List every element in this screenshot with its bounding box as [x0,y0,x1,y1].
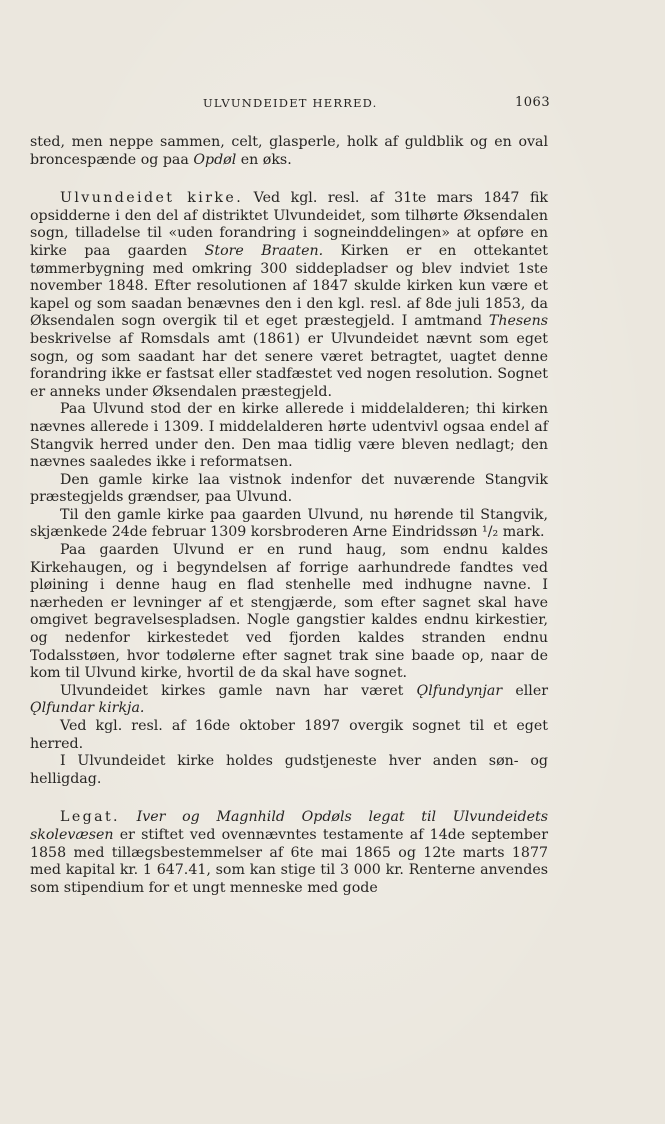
text-run: Til den gamle kirke paa gaarden Ulvund, nu hørende til Stangvik, skjænkede 24de februar 1309 korsbroderen Arne Eindridssøn [30,506,548,541]
section-heading-church: Ulvundeidet kirke. [60,190,244,207]
text-run: Ulvundeidet kirkes gamle navn har været [60,682,417,699]
text-run: sted, men neppe sammen, celt, glasperle, holk af guldblik og en oval broncespænde og paa [30,134,548,168]
paragraph-finds [30,134,548,169]
text-run: er stiftet ved ovennævntes testamente af 14de september 1858 med tillægsbestemmelser af 6te mai 1865 og 12te marts 1877 med kapital kr. 1 647.41, som kan stige til 3 000 kr. Renterne anvendes som stipendium for et ungt menneske med gode [30,826,548,896]
text-run: en øks. [236,151,292,168]
running-title: ULVUNDEIDET HERRED. [203,96,378,110]
paragraph-services: I Ulvundeidet kirke holdes gudstjeneste hver anden søn- og helligdag. [30,753,548,787]
paragraph-old-name [30,683,548,718]
running-head [0,96,665,112]
paragraph-church [30,190,548,401]
paragraph-old-church: Den gamle kirke laa vistnok indenfor det nuværende Stangvik præstegjelds grændser, paa Ulvund. [30,471,548,506]
fraction: ¹/₂ [482,524,499,541]
italic-place-name: Opdøl [193,151,237,168]
text-run: mark. [498,524,545,541]
text-run: eller [502,682,548,699]
paragraph-herred: Ved kgl. resl. af 16de oktober 1897 overgik sognet til et eget herred. [30,718,548,752]
body-text [30,134,548,897]
paragraph-kirkehaugen: Paa gaarden Ulvund er en rund haug, som endnu kaldes Kirkehaugen, og i begyndelsen af forrige aarhundrede fandtes ved pløining i denne haug en flad stenhelle med indhugne navne. I nærheden er levninger af et stengjærde, som efter sagnet skal have omgivet begravelsespladsen. Nogle gangstier kaldes endnu kirkestier, og nedenfor kirkestedet ved fjorden kaldes stranden endnu Todalsstøen, hvor todølerne efter sagnet trak sine baade op, naar de kom til Ulvund kirke, hvortil de da skal have sognet. [30,542,548,682]
italic-old-name: Ǫlfundar kirkja. [30,700,145,717]
italic-person-name: Thesens [488,313,548,330]
text-run: beskrivelse af Romsdals amt (1861) er Ulvundeidet nævnt som eget sogn, og som saadant har det senere været betragtet, uagtet denne forandring ikke er fastsat eller stadfæstet ved nogen resolution. Sognet er anneks under Øksendalen præstegjeld. [30,330,548,400]
paragraph-legat [30,809,548,897]
text-run: Ved kgl. resl. af 31te mars 1847 fik opsidderne i den del af distriktet Ulvundeidet, som tilhørte Øksendalen sogn, tilladelse til «uden forandring i sogneinddelingen» at opføre en kirke paa gaarden [30,190,549,259]
text-run: Kirken er en ottekantet tømmerbygning med omkring 300 siddepladser og blev indviet 1ste november 1848. Efter resolutionen af 1847 skulde kirken kun være et kapel og som saadan benævnes den i den kgl. resl. af 8de juli 1853, da Øksendalen sogn overgik til et eget præstegjeld. I amtmand [30,242,548,330]
italic-old-name: Ǫlfundynjar [416,682,503,699]
paragraph-medieval-church: Paa Ulvund stod der en kirke allerede i middelalderen; thi kirken nævnes allerede i 1309. I middelalderen hørte udentvivl ogsaa endel af Stangvik herred under den. Den maa tidlig være bleven nedlagt; den nævnes saaledes ikke i reformatsen. [30,401,548,471]
section-heading-legat: Legat. [60,809,120,826]
paragraph-donation [30,507,548,542]
italic-farm-name: Store Braaten. [204,242,324,259]
page-number: 1063 [515,95,551,110]
italic-legat-title: Iver og Magnhild Opdøls legat til Ulvundeidets skolevæsen [30,809,548,843]
